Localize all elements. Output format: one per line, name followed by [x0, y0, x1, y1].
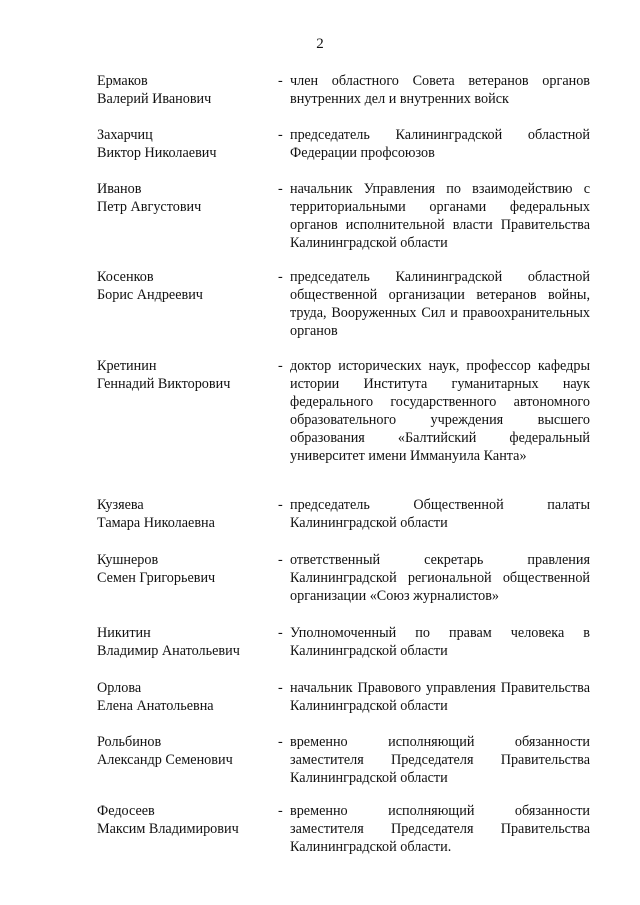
member-name: [97, 679, 272, 715]
member-given-names: Елена Анатольевна: [97, 698, 214, 714]
member-role: доктор исторических наук, профессор кафедры истории Института гуманитарных наук федерального государственного автономного образовательного учреждения высшего образования «Балтийский федеральный университет имени Иммануила Канта»: [290, 358, 590, 464]
separator-dash: -: [278, 552, 283, 568]
member-surname: Иванов: [97, 181, 142, 197]
member-role: председатель Общественной палаты Калининградской области: [290, 497, 590, 531]
member-name: [97, 551, 272, 587]
member-given-names: Максим Владимирович: [97, 821, 239, 837]
member-name: [97, 496, 272, 532]
member-name: [97, 624, 272, 660]
member-surname: Кузяева: [97, 497, 144, 513]
member-given-names: Борис Андреевич: [97, 287, 203, 303]
member-given-names: Петр Августович: [97, 199, 202, 215]
member-given-names: Александр Семенович: [97, 752, 233, 768]
member-name: [97, 126, 272, 162]
page-number: 2: [316, 36, 324, 52]
member-surname: Кретинин: [97, 358, 157, 374]
member-role: председатель Калининградской областной общественной организации ветеранов войны, труда, Вооруженных Сил и правоохранительных органов: [290, 269, 590, 339]
member-name: [97, 72, 272, 108]
member-given-names: Валерий Иванович: [97, 91, 212, 107]
member-role: председатель Калининградской областной Федерации профсоюзов: [290, 127, 590, 161]
member-surname: Захарчиц: [97, 127, 153, 143]
member-given-names: Виктор Николаевич: [97, 145, 217, 161]
member-name: [97, 180, 272, 216]
member-surname: Федосеев: [97, 803, 155, 819]
member-surname: Рольбинов: [97, 734, 162, 750]
member-role: начальник Управления по взаимодействию с территориальными органами федеральных органов исполнительной власти Правительства Калининградской области: [290, 181, 590, 251]
separator-dash: -: [278, 803, 283, 819]
member-given-names: Тамара Николаевна: [97, 515, 215, 531]
member-surname: Косенков: [97, 269, 154, 285]
member-role: временно исполняющий обязанности заместителя Председателя Правительства Калининградской области: [290, 734, 590, 786]
separator-dash: -: [278, 269, 283, 285]
separator-dash: -: [278, 497, 283, 513]
member-role: ответственный секретарь правления Калининградской региональной общественной организации «Союз журналистов»: [290, 552, 590, 604]
member-role: член областного Совета ветеранов органов внутренних дел и внутренних войск: [290, 73, 590, 107]
separator-dash: -: [278, 358, 283, 374]
member-surname: Никитин: [97, 625, 151, 641]
member-name: [97, 357, 272, 393]
separator-dash: -: [278, 734, 283, 750]
member-surname: Орлова: [97, 680, 142, 696]
separator-dash: -: [278, 680, 283, 696]
member-name: [97, 733, 272, 769]
member-role: Уполномоченный по правам человека в Калининградской области: [290, 625, 590, 659]
member-given-names: Владимир Анатольевич: [97, 643, 240, 659]
member-given-names: Семен Григорьевич: [97, 570, 216, 586]
member-surname: Кушнеров: [97, 552, 159, 568]
separator-dash: -: [278, 73, 283, 89]
member-role: временно исполняющий обязанности заместителя Председателя Правительства Калининградской области.: [290, 803, 590, 855]
member-role: начальник Правового управления Правительства Калининградской области: [290, 680, 590, 714]
member-name: [97, 802, 272, 838]
separator-dash: -: [278, 625, 283, 641]
separator-dash: -: [278, 127, 283, 143]
member-name: [97, 268, 272, 304]
member-surname: Ермаков: [97, 73, 148, 89]
separator-dash: -: [278, 181, 283, 197]
member-given-names: Геннадий Викторович: [97, 376, 231, 392]
